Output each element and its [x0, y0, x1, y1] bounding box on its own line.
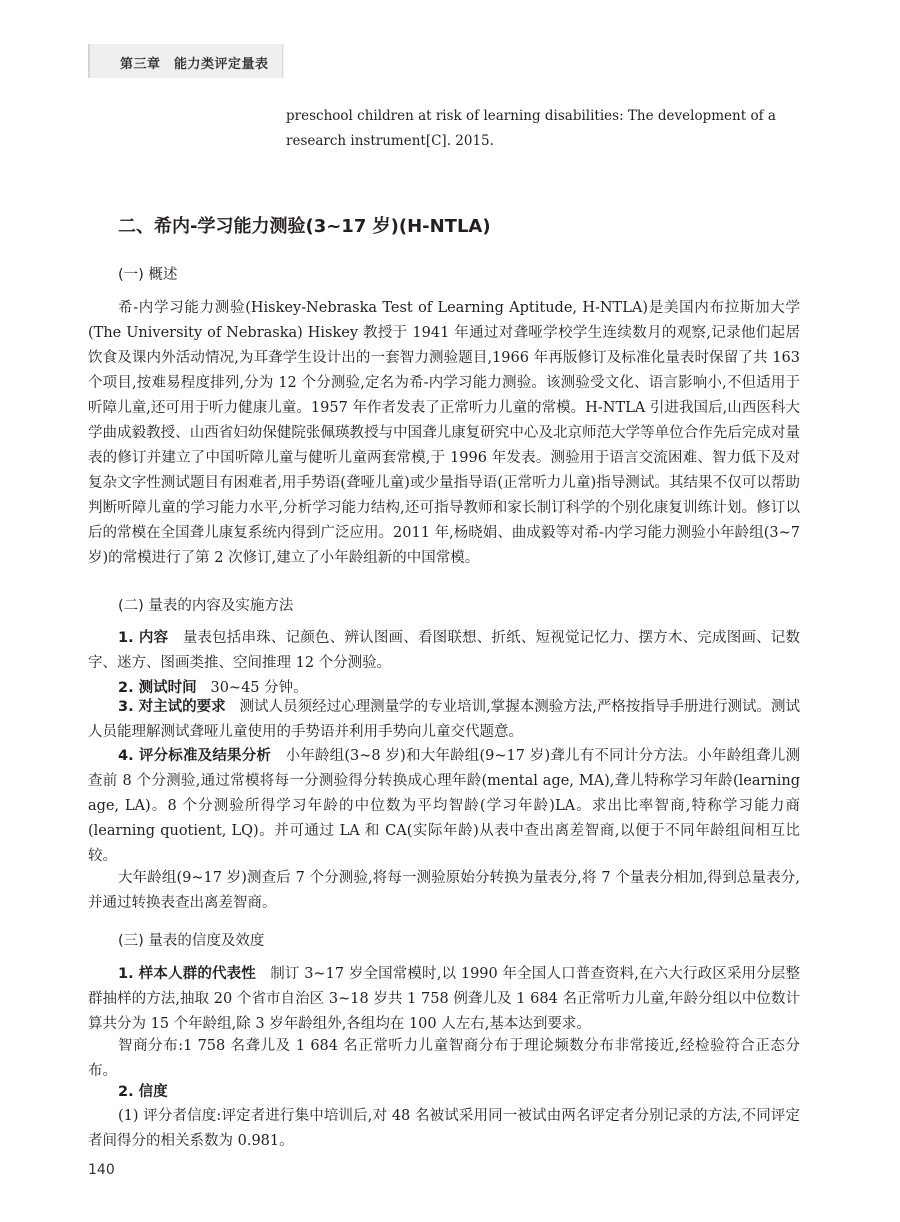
content-item-3 [88, 695, 800, 745]
content-item-1-label: 1. 内容 [118, 630, 169, 646]
content-item-3-label: 3. 对主试的要求 [118, 699, 226, 715]
content-item-1-text: 量表包括串珠、记颜色、辨认图画、看图联想、折纸、短视觉记忆力、摆方木、完成图画、记数字、迷方、图画类推、空间推理 12 个分测验。 [88, 630, 801, 671]
running-header-chapter: 第三章 能力类评定量表 [120, 57, 269, 72]
content-item-2-text: 30~45 分钟。 [210, 680, 308, 696]
content-item-4-text: 小年龄组(3~8 岁)和大年龄组(9~17 岁)聋儿有不同计分方法。小年龄组聋儿测查前 8 个分测验,通过常模将每一分测验得分转换成心理年龄(mental age, MA),聋儿特称学习年龄(learning age, LA)。8 个分测验所得学习年龄的中位数为平均智龄(学习年龄)LA。求出比率智商,特称学习能力商(learning quotient, LQ)。并可通过 LA 和 CA(实际年龄)从表中查出离差智商,以便于不同年龄组间相互比较。 [88, 748, 801, 864]
reliability-item-1 [88, 962, 800, 1037]
reliability-item-2-label: 2. 信度 [118, 1084, 168, 1100]
section-title: 二、希内-学习能力测验(3~17 岁)(H-NTLA) [118, 216, 491, 237]
content-item-2-label: 2. 测试时间 [118, 680, 197, 696]
iq-distribution-paragraph: 智商分布:1 758 名聋儿及 1 684 名正常听力儿童智商分布于理论频数分布非常接近,经检验符合正态分布。 [88, 1038, 800, 1079]
subheading-content-method: (二) 量表的内容及实施方法 [118, 598, 294, 614]
rater-reliability-paragraph: (1) 评分者信度:评定者进行集中培训后,对 48 名被试采用同一被试由两名评定者分别记录的方法,不同评定者间得分的相关系数为 0.981。 [88, 1108, 800, 1149]
reference-continuation: preschool children at risk of learning disabilities: The development of a research instrument[C]. 2015. [286, 108, 776, 149]
page-number: 140 [88, 1162, 115, 1178]
content-item-1 [88, 626, 800, 676]
older-group-paragraph: 大年龄组(9~17 岁)测查后 7 个分测验,将每一测验原始分转换为量表分,将 7 个量表分相加,得到总量表分,并通过转换表查出离差智商。 [88, 870, 800, 911]
content-item-4-label: 4. 评分标准及结果分析 [118, 748, 272, 764]
reliability-item-2 [88, 1080, 800, 1105]
reliability-item-1-label: 1. 样本人群的代表性 [118, 966, 256, 982]
content-item-4 [88, 744, 800, 869]
overview-paragraph: 希-内学习能力测验(Hiskey-Nebraska Test of Learning Aptitude, H-NTLA)是美国内布拉斯加大学(The University of Nebraska) Hiskey 教授于 1941 年通过对聋哑学校学生连续数月的观察,记录他们起居饮食及课内外活动情况,为耳聋学生设计出的一套智力测验题目,1966 年再版修订及标准化量表时保留了共 163 个项目,按难易程度排列,分为 12 个分测验,定名为希-内学习能力测验。该测验受文化、语言影响小,不但适用于听障儿童,还可用于听力健康儿童。1957 年作者发表了正常听力儿童的常模。H-NTLA 引进我国后,山西医科大学曲成毅教授、山西省妇幼保健院张佩瑛教授与中国聋儿康复研究中心及北京师范大学等单位合作先后完成对量表的修订并建立了中国听障儿童与健听儿童两套常模,于 1996 年发表。测验用于语言交流困难、智力低下及对复杂文字性测试题目有困难者,用手势语(聋哑儿童)或少量指导语(正常听力儿童)指导测试。其结果不仅可以帮助判断听障儿童的学习能力水平,分析学习能力结构,还可指导教师和家长制订科学的个别化康复训练计划。修订以后的常模在全国聋儿康复系统内得到广泛应用。2011 年,杨晓娟、曲成毅等对希-内学习能力测验小年龄组(3~7 岁)的常模进行了第 2 次修订,建立了小年龄组新的中国常模。 [88, 300, 800, 566]
subheading-overview: (一) 概述 [118, 267, 178, 283]
header-divider [282, 44, 283, 78]
content-item-3-text: 测试人员须经过心理测量学的专业培训,掌握本测验方法,严格按指导手册进行测试。测试人员能理解测试聋哑儿童使用的手势语并利用手势向儿童交代题意。 [88, 699, 800, 740]
subheading-reliability-validity: (三) 量表的信度及效度 [118, 933, 265, 949]
reliability-item-1-text: 制订 3~17 岁全国常模时,以 1990 年全国人口普查资料,在六大行政区采用分层整群抽样的方法,抽取 20 个省市自治区 3~18 岁共 1 758 例聋儿及 1 684 名正常听力儿童,年龄分组以中位数计算共分为 15 个年龄组,除 3 岁年龄组外,各组均在 100 人左右,基本达到要求。 [88, 966, 800, 1032]
